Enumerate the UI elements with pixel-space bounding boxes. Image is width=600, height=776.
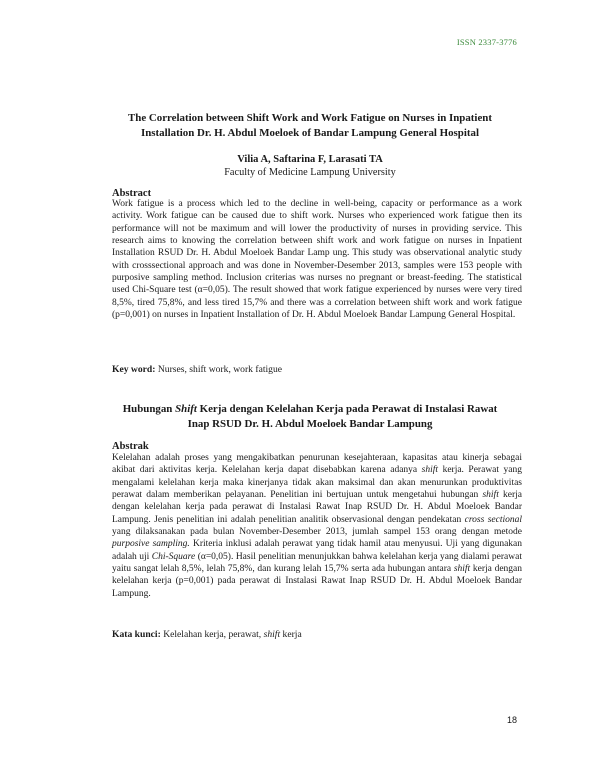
- abstrak-part-3: kerja dengan kelelahan kerja pada perawat di Instalasi Rawat Inap RSUD Dr. H. Abdul Moeloek Bandar Lampung. Jenis penelitian ini adalah penelitian analitik observasional dengan pendekatan: [112, 490, 522, 525]
- abstrak-part-4: yang dilaksanakan pada bulan November-Desember 2013, jumlah sampel 153 orang dengan metode: [112, 527, 522, 538]
- english-abstract-heading: Abstract: [112, 188, 152, 199]
- english-keyword-label: Key word:: [112, 364, 156, 375]
- indonesian-title: [95, 402, 525, 432]
- affiliation: Faculty of Medicine Lampung University: [224, 167, 396, 178]
- english-abstract-text: Work fatigue is a process which led to the decline in well-being, capacity or performance as a work activity. Work fatigue can be caused due to shift work. Nurses who experienced work fatigue then its performance will not be maximum and will lower the productivity of nurses in providing service. This research aims to knowing the correlation between shift work and work fatigue on nurses in Inpatient Installation RSUD Dr. H. Abdul Moeloek Bandar Lamp ung. This study was observational analytic study with crosssectional approach and was done in November-Desember 2013, samples were 153 people with purposive sampling method. Inclusion criterias was nurses no pregnant or breast-feeding. The statistical used Chi-Square test (α=0,05). The result showed that work fatigue experienced by nurses were very tired 8,5%, tired 75,8%, and less tired 15,7% and there was a correlation between shift work and work fatigue (p=0,001) on nurses in Inpatient Installation of Dr. H. Abdul Moeloek Bandar Lampung General Hospital.: [112, 199, 522, 321]
- abstrak-part-2: kerja. Perawat yang mengalami kelelahan kerja maka kinerjanya tidak akan maksimal dan akan menurunkan produktivitas perawat dalam memberikan pelayanan. Penelitian ini bertujuan untuk mengetahui hubungan: [112, 465, 523, 501]
- indonesian-title-post: Kerja dengan Kelelahan Kerja pada Perawat di Instalasi Rawat: [199, 403, 498, 415]
- indonesian-keyword-shift: shift: [263, 629, 281, 640]
- indonesian-title-pre: Hubungan: [122, 403, 173, 415]
- abstrak-shift-2: shift: [482, 490, 499, 501]
- abstrak-shift-1: shift: [421, 465, 439, 476]
- abstrak-part-6: (α=0,05). Hasil penelitian menunjukkan bahwa kelelahan kerja yang dialami perawat yaitu sangat lelah 8,5%, lelah 75,8%, dan kurang lelah 15,7% serta ada hubungan antara: [112, 551, 522, 575]
- authors: Vilia A, Saftarina F, Larasati TA: [237, 154, 383, 165]
- indonesian-title-line2: Inap RSUD Dr. H. Abdul Moeloek Bandar Lampung: [187, 418, 433, 430]
- abstrak-part-1: Kelelahan adalah proses yang mengakibatkan penurunan kesejahteraan, kapasitas atau kinerja sebagai akibat dari aktivitas kerja. Kelelahan kerja dapat disebabkan karena adanya: [112, 453, 522, 476]
- issn-label: ISSN 2337-3776: [456, 37, 517, 47]
- abstrak-chi-square: Chi-Square: [151, 551, 196, 562]
- abstrak-shift-3: shift: [453, 564, 471, 575]
- abstrak-cross-sectional: cross sectional: [464, 514, 522, 525]
- indonesian-keyword-pre: Kelelahan kerja, perawat,: [163, 629, 262, 640]
- english-title-line2: Installation Dr. H. Abdul Moeloek of Bandar Lampung General Hospital: [141, 127, 479, 139]
- indonesian-abstract-heading: Abstrak: [112, 441, 149, 452]
- english-abstract: [112, 198, 522, 321]
- abstrak-part-7: kerja dengan kelelahan kerja (p=0,001) pada perawat di Instalasi Rawat Inap RSUD Dr. H. Abdul Moeloek Bandar Lampung.: [112, 564, 523, 599]
- page-number: 18: [506, 715, 517, 725]
- abstrak-purposive-sampling: purposive sampling.: [112, 539, 190, 550]
- english-keyword-list: Nurses, shift work, work fatigue: [157, 364, 283, 375]
- english-title-line1: The Correlation between Shift Work and Work Fatigue on Nurses in Inpatient: [128, 112, 492, 124]
- indonesian-keyword-post: kerja: [282, 629, 302, 640]
- indonesian-title-shift: Shift: [175, 403, 197, 415]
- indonesian-title-line1: [95, 402, 525, 417]
- indonesian-abstract: [112, 452, 522, 600]
- indonesian-keyword-label: Kata kunci:: [112, 629, 161, 640]
- indonesian-keywords: [112, 628, 522, 641]
- english-title: [95, 111, 525, 141]
- indonesian-abstract-text: [112, 452, 522, 600]
- abstrak-part-5: Kriteria inklusi adalah perawat yang tidak hamil atau menyusui. Uji yang digunakan adalah uji: [112, 539, 523, 562]
- english-keywords: [112, 363, 522, 376]
